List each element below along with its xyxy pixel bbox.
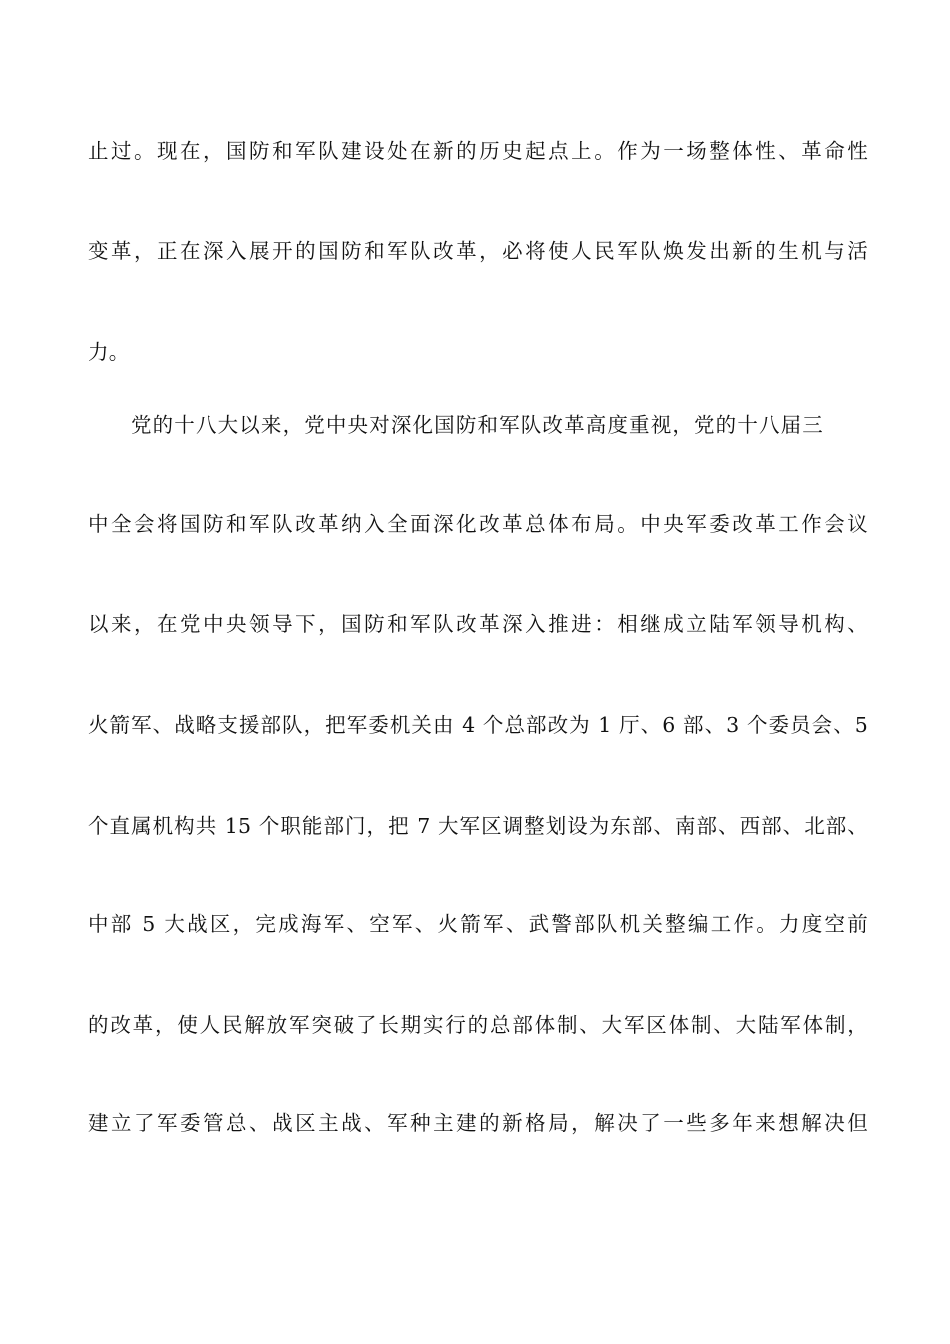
text-line: 力。 [88, 340, 130, 364]
text-line: 的改革，使人民解放军突破了长期实行的总部体制、大军区体制、大陆军体制， [88, 1013, 868, 1037]
text-line: 中全会将国防和军队改革纳入全面深化改革总体布局。中央军委改革工作会议 [88, 512, 868, 536]
text-line: 个直属机构共 15 个职能部门，把 7 大军区调整划设为东部、南部、西部、北部、 [88, 814, 868, 838]
text-line: 火箭军、战略支援部队，把军委机关由 4 个总部改为 1 厅、6 部、3 个委员会、5 [88, 713, 868, 737]
text-line: 以来，在党中央领导下，国防和军队改革深入推进：相继成立陆军领导机构、 [88, 612, 868, 636]
paragraph-first-line: 党的十八大以来，党中央对深化国防和军队改革高度重视，党的十八届三 [131, 413, 823, 437]
text-line: 变革，正在深入展开的国防和军队改革，必将使人民军队焕发出新的生机与活 [88, 239, 868, 263]
text-line: 止过。现在，国防和军队建设处在新的历史起点上。作为一场整体性、革命性 [88, 139, 868, 163]
text-line: 中部 5 大战区，完成海军、空军、火箭军、武警部队机关整编工作。力度空前 [88, 912, 868, 936]
text-line: 建立了军委管总、战区主战、军种主建的新格局，解决了一些多年来想解决但 [88, 1111, 868, 1135]
